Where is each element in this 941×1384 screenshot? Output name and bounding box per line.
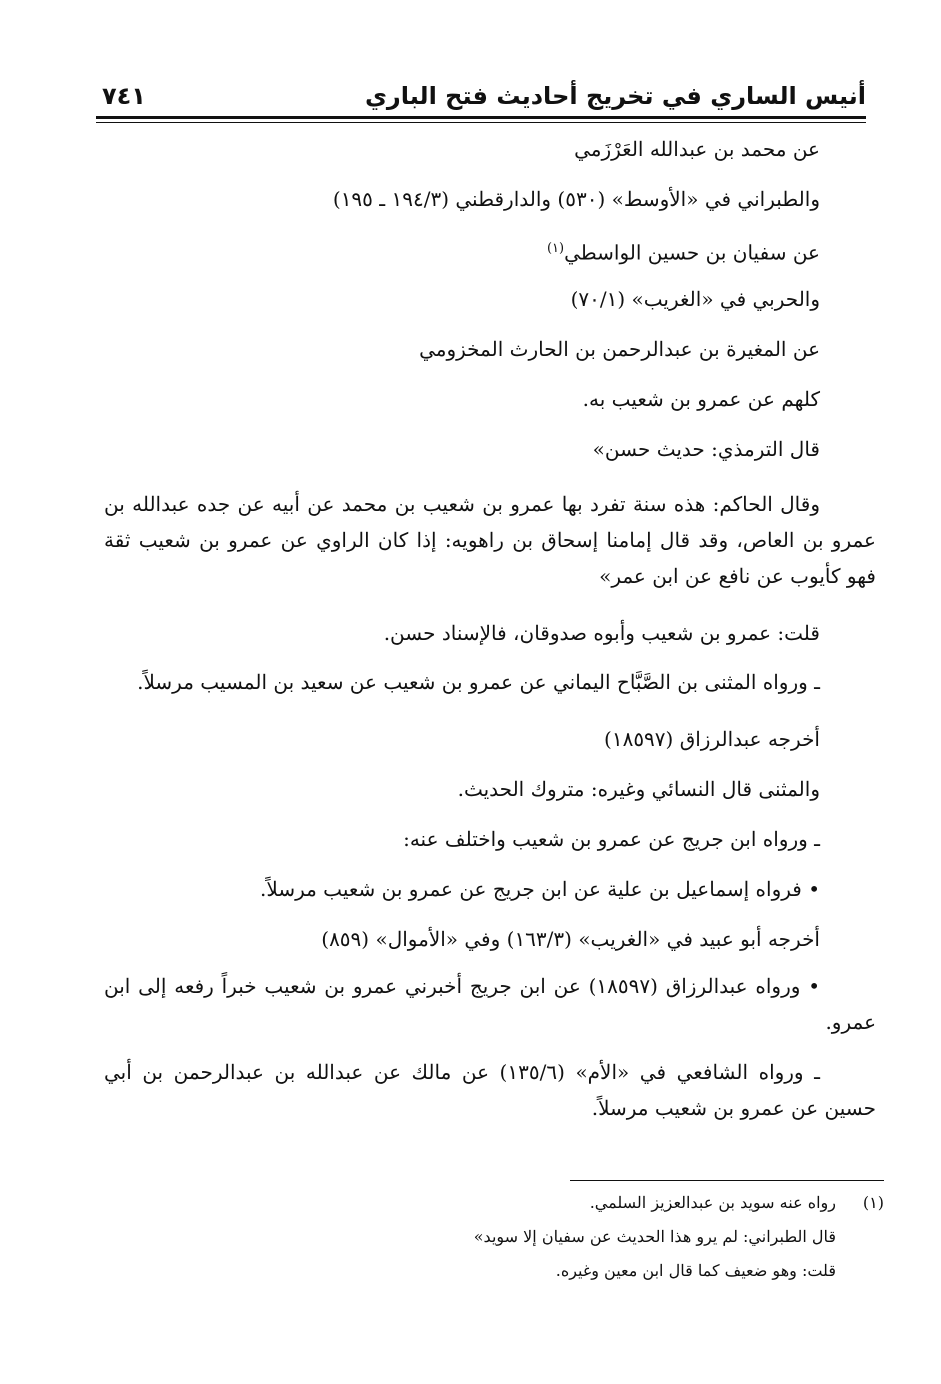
text-line: عن محمد بن عبدالله العَرْزَمي — [574, 137, 820, 161]
text-line: والمثنى قال النسائي وغيره: متروك الحديث. — [457, 777, 820, 801]
footnote-line — [300, 1186, 884, 1220]
footnote-marker: (١) — [546, 241, 565, 256]
text-line: والحربي في «الغريب» (٧٠/١) — [570, 287, 820, 311]
paragraph: ـ ورواه المثنى بن الصَّبَّاح اليماني عن عمرو بن شعيب عن سعيد بن المسيب مرسلاً. — [137, 670, 820, 694]
header-rule-thin — [96, 122, 866, 123]
text-line: ـ ورواه ابن جريج عن عمرو بن شعيب واختلف عنه: — [403, 827, 820, 851]
page-number: ٧٤١ — [102, 82, 146, 110]
text-line: عن المغيرة بن عبدالرحمن بن الحارث المخزومي — [419, 337, 820, 361]
text-line: قال الترمذي: حديث حسن» — [592, 437, 820, 461]
footnote-line: قلت: وهو ضعيف كما قال ابن معين وغيره. — [555, 1261, 836, 1280]
text-line: أخرجه أبو عبيد في «الغريب» (١٦٣/٣) وفي «الأموال» (٨٥٩) — [321, 927, 820, 951]
main-text — [104, 124, 876, 1126]
footnote-rule — [570, 1180, 884, 1181]
text-line-content: عن سفيان بن حسين الواسطي — [564, 240, 820, 265]
footnotes — [300, 1186, 884, 1288]
footnote-line: قال الطبراني: لم يرو هذا الحديث عن سفيان إلا سويد» — [473, 1227, 836, 1246]
running-header — [96, 80, 866, 120]
text-line: قلت: عمرو بن شعيب وأبوه صدوقان، فالإسناد حسن. — [383, 621, 820, 645]
text-line: والطبراني في «الأوسط» (٥٣٠) والدارقطني (١٩٤/٣ ـ ١٩٥) — [332, 187, 820, 211]
text-line — [104, 224, 876, 274]
text-line: أخرجه عبدالرزاق (١٨٥٩٧) — [604, 727, 820, 751]
footnote-number: (١) — [862, 1193, 884, 1212]
footnote-text: رواه عنه سويد بن عبدالعزيز السلمي. — [589, 1193, 836, 1212]
header-rule-thick — [96, 116, 866, 119]
book-title: أنيس الساري في تخريج أحاديث فتح الباري — [364, 82, 866, 110]
paragraph: ـ ورواه الشافعي في «الأم» (١٣٥/٦) عن مالك عن عبدالله بن عبدالرحمن بن أبي حسين عن عمرو بن شعيب مرسلاً. — [104, 1060, 876, 1120]
text-line: كلهم عن عمرو بن شعيب به. — [582, 387, 820, 411]
text-line: • فرواه إسماعيل بن علية عن ابن جريج عن عمرو بن شعيب مرسلاً. — [260, 877, 820, 901]
paragraph: وقال الحاكم: هذه سنة تفرد بها عمرو بن شعيب بن محمد عن أبيه عن جده عبدالله بن عمرو بن العاص، وقد قال إمامنا إسحاق بن راهويه: إذا كان الراوي عن عمرو بن شعيب ثقة فهو كأيوب عن نافع عن ابن عمر» — [104, 492, 876, 588]
paragraph: • ورواه عبدالرزاق (١٨٥٩٧) عن ابن جريج أخبرني عمرو بن شعيب خبراً رفعه إلى ابن عمرو. — [104, 974, 876, 1034]
